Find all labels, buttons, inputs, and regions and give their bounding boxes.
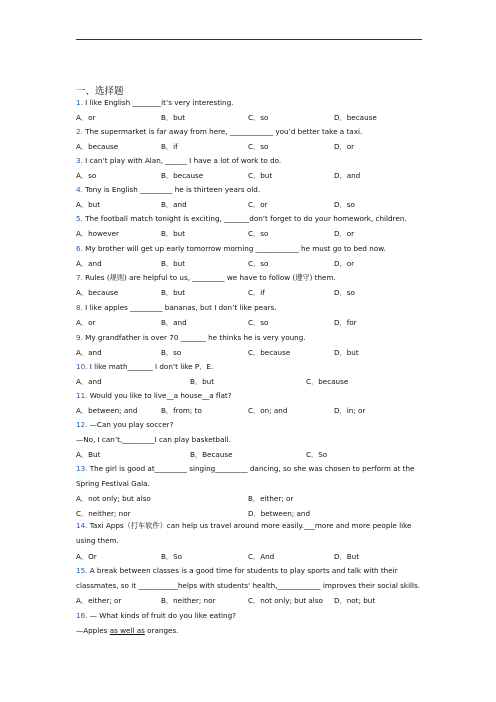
question-number: 10. [76, 362, 88, 371]
question-number: 4. [76, 185, 83, 194]
question-text: The supermarket is far away from here, ____________ you’d better take a taxi. [85, 127, 363, 136]
question-continuation: classmates, so it ___________helps with students' health,____________ improves their social skills. [76, 581, 421, 590]
question-text: I like English ________it’s very interesting. [85, 98, 234, 107]
question-number: 13. [76, 464, 88, 473]
option-c: C．so [248, 229, 269, 238]
option-d: D．between; and [248, 509, 311, 518]
option-c: C．on; and [248, 406, 288, 415]
question-text: I like apples _________ bananas, but I don’t like pears. [85, 303, 277, 312]
option-a: A．not only; but also [76, 494, 151, 503]
question-continuation: —No, I can’t,_________I can play basketball. [76, 435, 231, 444]
question-text: I like math_______ I don’t like P．E. [89, 362, 214, 371]
option-d: D．so [334, 200, 355, 209]
header-rule [76, 39, 422, 40]
option-b: B．but [161, 229, 186, 238]
question-continuation: Spring Festival Gala. [76, 479, 150, 488]
option-c: C．or [248, 200, 268, 209]
option-b: B．but [190, 377, 215, 386]
question-text: The girl is good at_________ singing_________ dancing, so she was chosen to perform at the [89, 464, 415, 473]
question-text: Taxi Apps（打车软件）can help us travel around more easily.___more and more people like [89, 521, 412, 530]
question-stem [76, 566, 398, 576]
option-b: B．if [161, 142, 178, 151]
option-d: D．so [334, 288, 355, 297]
option-c: C．so [248, 259, 269, 268]
option-a: A．or [76, 318, 96, 327]
question-stem [76, 127, 362, 137]
question-stem [76, 333, 306, 343]
option-d: D．for [334, 318, 357, 327]
question-number: 5. [76, 214, 83, 223]
option-b: B．but [161, 259, 186, 268]
option-b: B．and [161, 318, 187, 327]
option-d: D．or [334, 259, 355, 268]
question-number: 16. [76, 611, 88, 620]
question-number: 14. [76, 521, 88, 530]
option-c: C．And [248, 552, 275, 561]
question-text: My brother will get up early tomorrow morning ____________ he must go to bed now. [85, 244, 386, 253]
question-stem [76, 214, 407, 224]
answer-text: —Apples [76, 626, 110, 635]
question-number: 12. [76, 420, 88, 429]
option-d: D．not; but [334, 596, 376, 605]
question-stem [76, 420, 173, 430]
question-stem [76, 391, 231, 401]
question-stem [76, 611, 236, 621]
question-stem [76, 521, 411, 531]
question-number: 15. [76, 566, 88, 575]
option-c: C．so [248, 113, 269, 122]
option-b: B．So [161, 552, 183, 561]
question-number: 3. [76, 156, 83, 165]
question-number: 8. [76, 303, 83, 312]
question-text: — What kinds of fruit do you like eating? [89, 611, 236, 620]
option-c: C．neither; nor [76, 509, 131, 518]
option-a: A．either; or [76, 596, 122, 605]
option-d: D．But [334, 552, 360, 561]
question-text: A break between classes is a good time for students to play sports and talk with their [89, 566, 398, 575]
question-stem [76, 185, 260, 195]
option-a: A．or [76, 113, 96, 122]
section-title: 一、选择题 [76, 86, 124, 97]
option-a: A．and [76, 377, 102, 386]
question-number: 1. [76, 98, 83, 107]
option-a: A．because [76, 288, 119, 297]
question-stem [76, 273, 336, 283]
question-number: 7. [76, 273, 83, 282]
question-text: Tony is English _________ he is thirteen years old. [85, 185, 261, 194]
option-d: D．in; or [334, 406, 366, 415]
option-b: B．Because [190, 450, 233, 459]
question-text: I can’t play with Alan, ______ I have a lot of work to do. [85, 156, 282, 165]
question-continuation: using them. [76, 536, 119, 545]
option-a: A．and [76, 259, 102, 268]
option-b: B．but [161, 288, 186, 297]
option-d: D．or [334, 229, 355, 238]
question-number: 2. [76, 127, 83, 136]
option-a: A．however [76, 229, 119, 238]
option-c: C．but [248, 171, 273, 180]
question-text: The football match tonight is exciting, _______don’t forget to do your homework, children. [85, 214, 407, 223]
question-text: Rules (规则) are helpful to us, _________ we have to follow (遵守) them. [85, 273, 336, 282]
question-text: Would you like to live__a house__a flat? [89, 391, 232, 400]
option-d: D．because [334, 113, 377, 122]
question-text: —Can you play soccer? [89, 420, 174, 429]
option-a: A．But [76, 450, 101, 459]
question-stem [76, 362, 213, 372]
answer-text: oranges. [144, 626, 179, 635]
option-d: D．and [334, 171, 361, 180]
option-a: A．but [76, 200, 101, 209]
option-c: C．not only; but also [248, 596, 323, 605]
option-b: B．but [161, 113, 186, 122]
question-number: 6. [76, 244, 83, 253]
option-c: C．because [248, 348, 291, 357]
option-d: D．but [334, 348, 359, 357]
option-b: B．from; to [161, 406, 202, 415]
option-a: A．between; and [76, 406, 138, 415]
option-c: C．So [306, 450, 328, 459]
option-b: B．either; or [248, 494, 294, 503]
option-b: B．neither; nor [161, 596, 216, 605]
option-c: C．so [248, 142, 269, 151]
option-a: A．so [76, 171, 97, 180]
question-number: 9. [76, 333, 83, 342]
question-number: 11. [76, 391, 88, 400]
option-c: C．if [248, 288, 265, 297]
question-stem [76, 156, 281, 166]
option-a: A．and [76, 348, 102, 357]
question-stem [76, 98, 233, 108]
option-b: B．and [161, 200, 187, 209]
question-stem [76, 303, 276, 313]
option-a: A．because [76, 142, 119, 151]
option-b: B．so [161, 348, 182, 357]
option-c: C．so [248, 318, 269, 327]
option-a: A．Or [76, 552, 97, 561]
question-text: My grandfather is over 70 _______ he thinks he is very young. [85, 333, 306, 342]
underlined-phrase: as well as [109, 626, 145, 635]
question-stem [76, 244, 386, 254]
answer-line [76, 626, 178, 636]
option-b: B．because [161, 171, 204, 180]
option-d: D．or [334, 142, 355, 151]
question-stem [76, 464, 414, 474]
option-c: C．because [306, 377, 349, 386]
